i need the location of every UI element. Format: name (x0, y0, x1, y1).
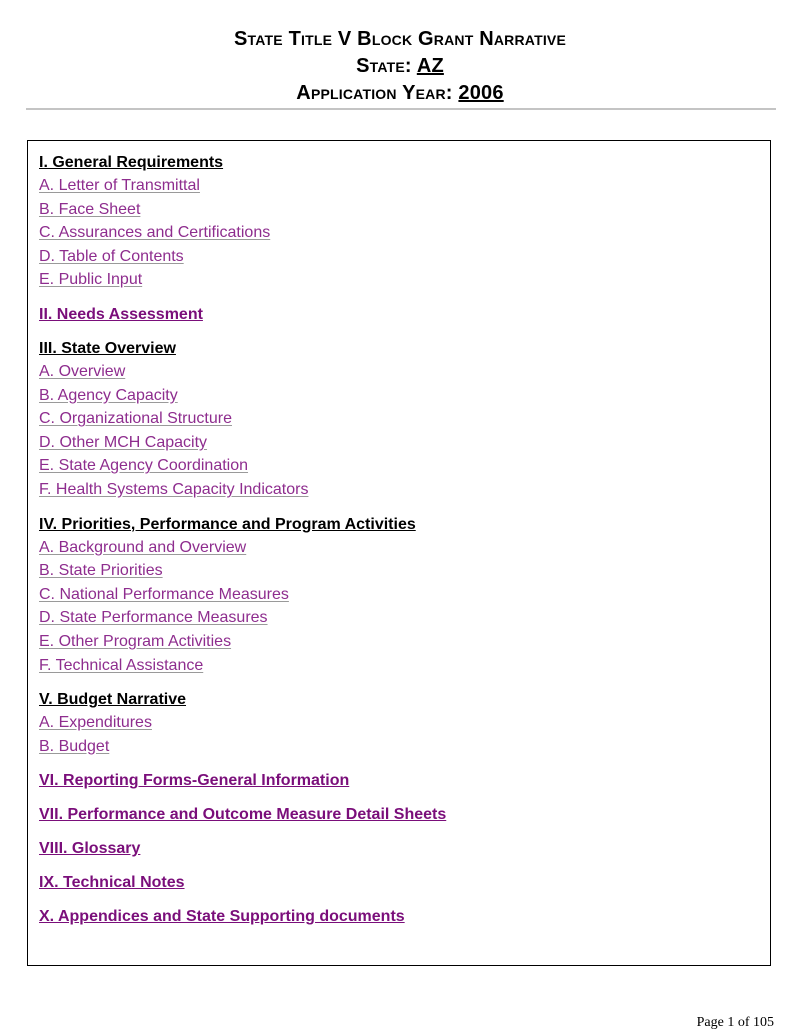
toc-link-state-performance-measures[interactable]: D. State Performance Measures (39, 609, 268, 627)
toc-link-agency-capacity[interactable]: B. Agency Capacity (39, 386, 178, 404)
toc-section-appendices (39, 906, 770, 928)
state-value: AZ (416, 55, 444, 77)
toc-section-technical-notes (39, 872, 770, 894)
toc-link-organizational-structure[interactable]: C. Organizational Structure (39, 410, 232, 428)
toc-heading-budget-narrative[interactable]: V. Budget Narrative (39, 691, 187, 709)
toc-section-performance-outcome (39, 804, 770, 826)
toc-link-table-of-contents[interactable]: D. Table of Contents (39, 247, 184, 265)
toc-section-budget-narrative (39, 689, 770, 758)
state-line (0, 53, 800, 80)
toc-link-background-overview[interactable]: A. Background and Overview (39, 538, 247, 556)
toc-link-health-systems-capacity[interactable]: F. Health Systems Capacity Indicators (39, 480, 309, 498)
toc-link-expenditures[interactable]: A. Expenditures (39, 714, 152, 732)
toc-section-priorities (39, 514, 770, 678)
table-of-contents (27, 140, 771, 966)
application-year-line (0, 80, 800, 107)
toc-link-needs-assessment[interactable]: II. Needs Assessment (39, 305, 203, 323)
toc-link-appendices[interactable]: X. Appendices and State Supporting documents (39, 908, 405, 926)
toc-link-state-agency-coordination[interactable]: E. State Agency Coordination (39, 457, 249, 475)
toc-link-overview[interactable]: A. Overview (39, 362, 126, 380)
toc-heading-general-requirements[interactable]: I. General Requirements (39, 154, 224, 171)
toc-link-state-priorities[interactable]: B. State Priorities (39, 562, 163, 580)
state-label: State: (356, 55, 417, 77)
toc-link-glossary[interactable]: VIII. Glossary (39, 840, 141, 858)
page-number: Page 1 of 105 (696, 1015, 774, 1030)
toc-link-reporting-forms[interactable]: VI. Reporting Forms-General Information (39, 772, 350, 790)
toc-section-needs-assessment (39, 304, 770, 326)
toc-link-budget[interactable]: B. Budget (39, 737, 110, 755)
toc-heading-priorities[interactable]: IV. Priorities, Performance and Program Activities (39, 515, 416, 533)
year-label: Application Year: (296, 82, 459, 104)
toc-link-letter-of-transmittal[interactable]: A. Letter of Transmittal (39, 177, 200, 194)
toc-link-technical-assistance[interactable]: F. Technical Assistance (39, 656, 204, 674)
toc-section-reporting-forms (39, 770, 770, 792)
header-divider (26, 108, 776, 110)
toc-link-other-program-activities[interactable]: E. Other Program Activities (39, 632, 232, 650)
toc-link-public-input[interactable]: E. Public Input (39, 271, 143, 289)
toc-section-glossary (39, 838, 770, 860)
toc-link-performance-outcome[interactable]: VII. Performance and Outcome Measure Detail Sheets (39, 806, 447, 824)
toc-section-general-requirements (39, 152, 770, 292)
document-header (0, 26, 800, 107)
document-title: State Title V Block Grant Narrative (234, 28, 566, 50)
toc-link-assurances-certifications[interactable]: C. Assurances and Certifications (39, 224, 271, 242)
year-value: 2006 (458, 82, 504, 104)
toc-link-national-performance-measures[interactable]: C. National Performance Measures (39, 585, 289, 603)
toc-link-other-mch-capacity[interactable]: D. Other MCH Capacity (39, 433, 208, 451)
toc-heading-state-overview[interactable]: III. State Overview (39, 339, 176, 357)
toc-link-technical-notes[interactable]: IX. Technical Notes (39, 874, 185, 892)
toc-link-face-sheet[interactable]: B. Face Sheet (39, 200, 141, 218)
toc-section-state-overview (39, 338, 770, 502)
